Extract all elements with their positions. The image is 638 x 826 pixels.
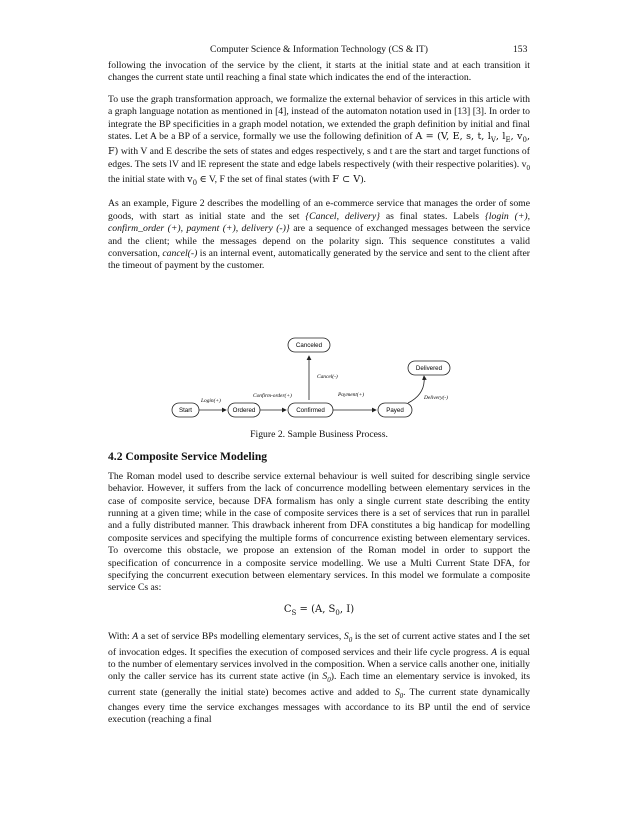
paragraph-4: The Roman model used to describe service external behaviour is well suited for describing single service behavior. However, it suffers from the lack of concurrence modelling between elementary services in the case of composite service, because DFA formalism has only a single current state describing the entity running at a given time; while in the case of composite services there is a set of services that run in parallel and a fully distributed manner. This drawback inherent from DFA constitutes a big handicap for modelling composite services and specifying the multiple forms of concurrence existing between elementary services. To overcome this obstacle, we propose an extension of the Roman model in order to support the specification of concurrence in a composite service modelling. We use a Multi Current State DFA, for specifying the concurrent execution between elementary services. In this model we formulate a composite service Cs as: (108, 470, 530, 594)
state-confirmed-label: Confirmed (296, 406, 325, 414)
section-heading: 4.2 Composite Service Modeling (108, 450, 268, 464)
state-payed-label: Payed (386, 406, 404, 414)
paragraph-2: To use the graph transformation approach, we formalize the external behavior of services in this article with a graph language notation as mentioned in [4], instead of the automaton notation used in [13] [3]. In order to integrate the BP specificities in a graph model notation, we extended the graph definition by initial and final states. Let A be a BP of a service, formally we use the following definition of A = (V, E, s, t, $l_V$, $l_E$, $v_0$, F) with V and E describe the sets of states and edges respectively, s and t are the start and target functions of edges. The sets lV and lE represent the state and edge labels respectively (with their respective polarities). $v_0$ the initial state with $v_0$ ∈ V, F the set of final states (with F ⊂ V). (108, 93, 530, 188)
label-payment: Payment(+) (338, 391, 365, 398)
label-cancel: Cancel(-) (317, 373, 338, 380)
label-confirm-order: Confirm-order(+) (253, 392, 292, 399)
label-login: Login(+) (201, 397, 221, 404)
business-process-figure (108, 282, 530, 427)
state-ordered-label: Ordered (232, 406, 256, 414)
main-content (108, 60, 530, 736)
journal-title: Computer Science & Information Technology (CS & IT) (210, 44, 428, 55)
paragraph-3: As an example, Figure 2 describes the modelling of an e-commerce service that manages the order of some goods, with start as initial state and the set {Cancel, delivery} as final states. Labels {login (+), confirm_order (+), payment (+), delivery (-)} are a sequence of exchanged messages between the service and the client; while the messages depend on the polarity sign. This sequence constitutes a valid conversation, cancel(-) is an internal event, automatically generated by the service and sent to the client after the timeout of payment by the customer. (108, 198, 531, 272)
label-delivery: Delivery(-) (424, 394, 448, 401)
edge-delivery (408, 376, 424, 403)
paragraph-1: following the invocation of the service by the client, it starts at the initial state and at each transition it changes the current state until reaching a final state which indicates the end of the interaction. (108, 60, 530, 84)
state-start-label: Start (178, 406, 193, 414)
paragraph-5: With: A a set of service BPs modelling elementary services, $S_0$ is the set of current active states and I the set of invocation edges. It specifies the execution of composed services and their life cycle progress. A is equal to the number of elementary services involved in the composition. When a service calls another one, initially only the caller service has its current state active (in $S_0$). Each time an elementary service is invoked, its current state (generally the initial state) becomes active and added to $S_0$. The current state dynamically changes every time the service exchanges messages with accordance to its BP until the end of service execution (reaching a final (108, 631, 531, 726)
figure-caption: Figure 2. Sample Business Process. (250, 428, 388, 440)
state-delivered-label: Delivered (415, 364, 443, 372)
page-number: 153 (513, 44, 528, 55)
state-canceled-label: Canceled (295, 341, 323, 349)
composite-service-formula: $C_S = (A$, $S_0$, I) (283, 603, 355, 617)
state-diagram (108, 282, 530, 427)
